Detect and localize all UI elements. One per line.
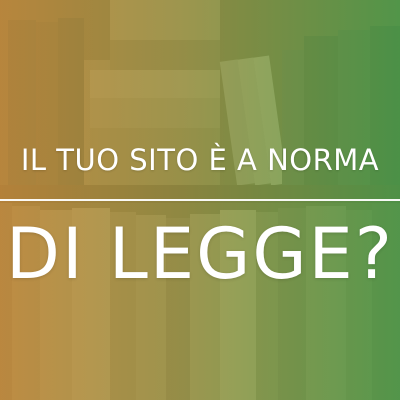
divider-line xyxy=(0,199,400,201)
headline-line-1: IL TUO SITO È A NORMA xyxy=(20,143,380,177)
headline-line-2: DI LEGGE? xyxy=(6,213,394,295)
